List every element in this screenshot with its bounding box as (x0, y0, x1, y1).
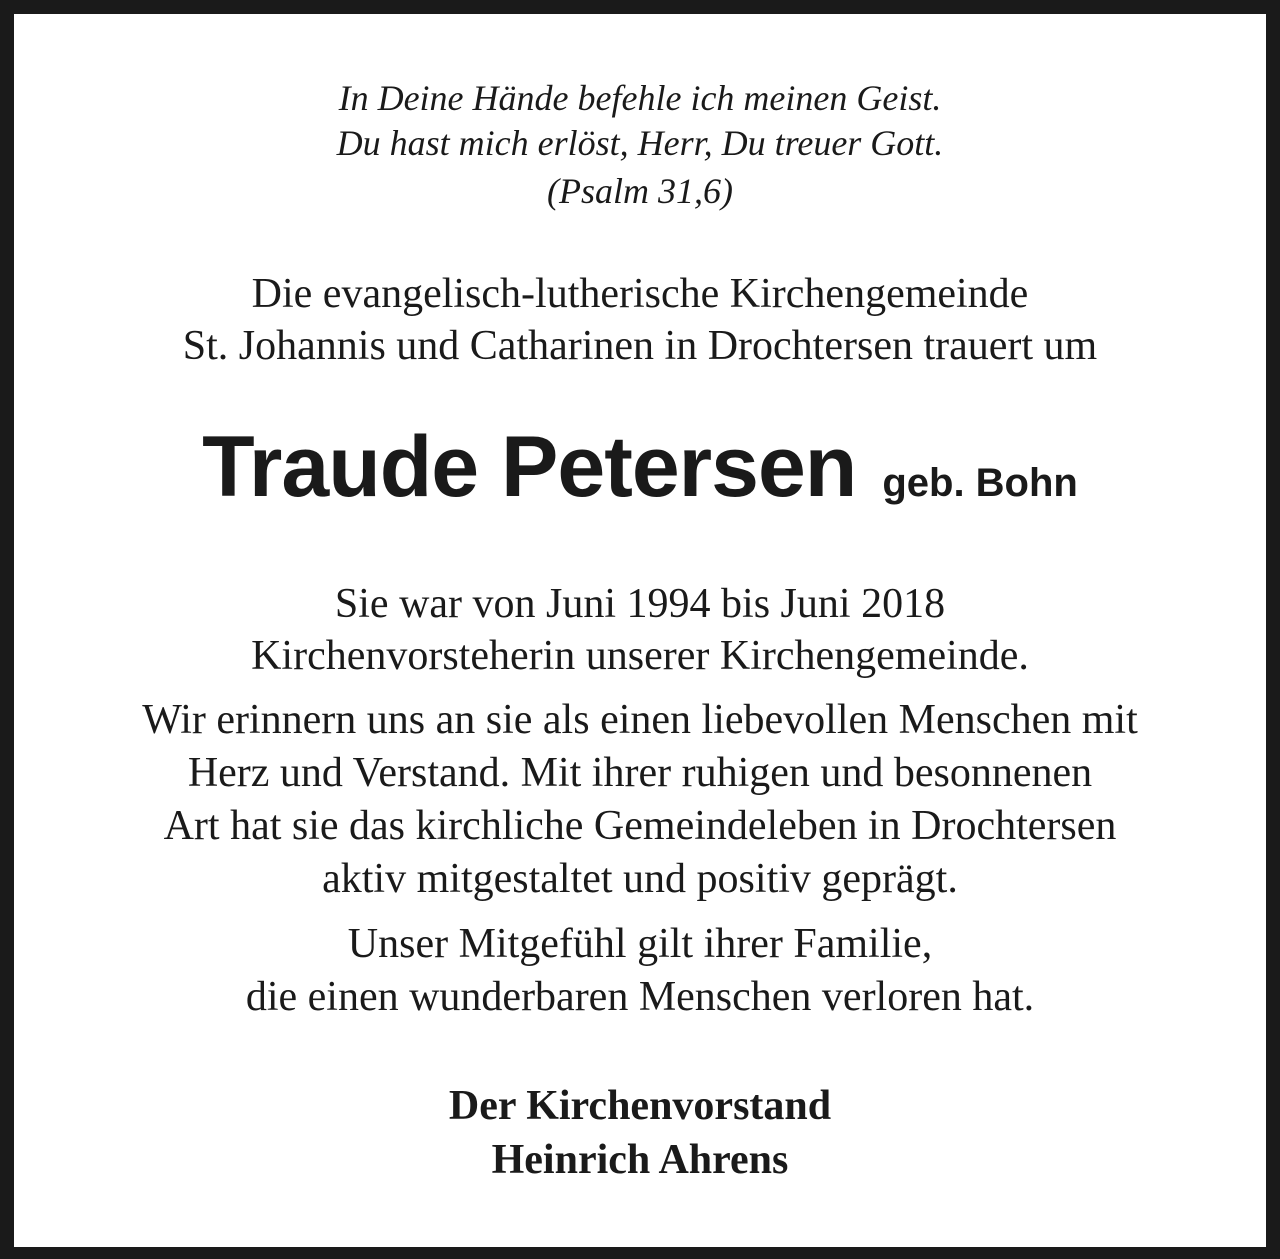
signature-line-2: Heinrich Ahrens (491, 1137, 789, 1183)
motto-source: (Psalm 31,6) (547, 171, 733, 211)
paragraph1-line-1: Sie war von Juni 1994 bis Juni 2018 (334, 581, 946, 627)
paragraph1-line-2: Kirchenvorsteherin unserer Kirchengemeinde. (251, 633, 1029, 679)
deceased-name: Traude Petersen (202, 419, 857, 515)
paragraph2-line-1: Wir erinnern uns an sie als einen liebevollen Menschen mit (142, 697, 1138, 743)
motto-line-1: In Deine Hände befehle ich meinen Geist. (338, 78, 942, 118)
signature-line-1: Der Kirchenvorstand (448, 1083, 832, 1129)
deceased-name-line (0, 418, 1280, 517)
paragraph3-line-2: die einen wunderbaren Menschen verloren hat. (245, 974, 1035, 1020)
paragraph2-line-4: aktiv mitgestaltet und positiv geprägt. (322, 856, 958, 902)
intro-line-2: St. Johannis und Catharinen in Drochtersen trauert um (182, 323, 1098, 369)
paragraph3-line-1: Unser Mitgefühl gilt ihrer Familie, (347, 921, 933, 967)
deceased-birth-name: geb. Bohn (882, 461, 1078, 505)
paragraph2-line-2: Herz und Verstand. Mit ihrer ruhigen und besonnenen (187, 750, 1093, 796)
motto-line-2: Du hast mich erlöst, Herr, Du treuer Gott. (336, 123, 944, 163)
intro-line-1: Die evangelisch-lutherische Kirchengemeinde (251, 271, 1029, 317)
paragraph2-line-3: Art hat sie das kirchliche Gemeindeleben in Drochtersen (163, 803, 1117, 849)
